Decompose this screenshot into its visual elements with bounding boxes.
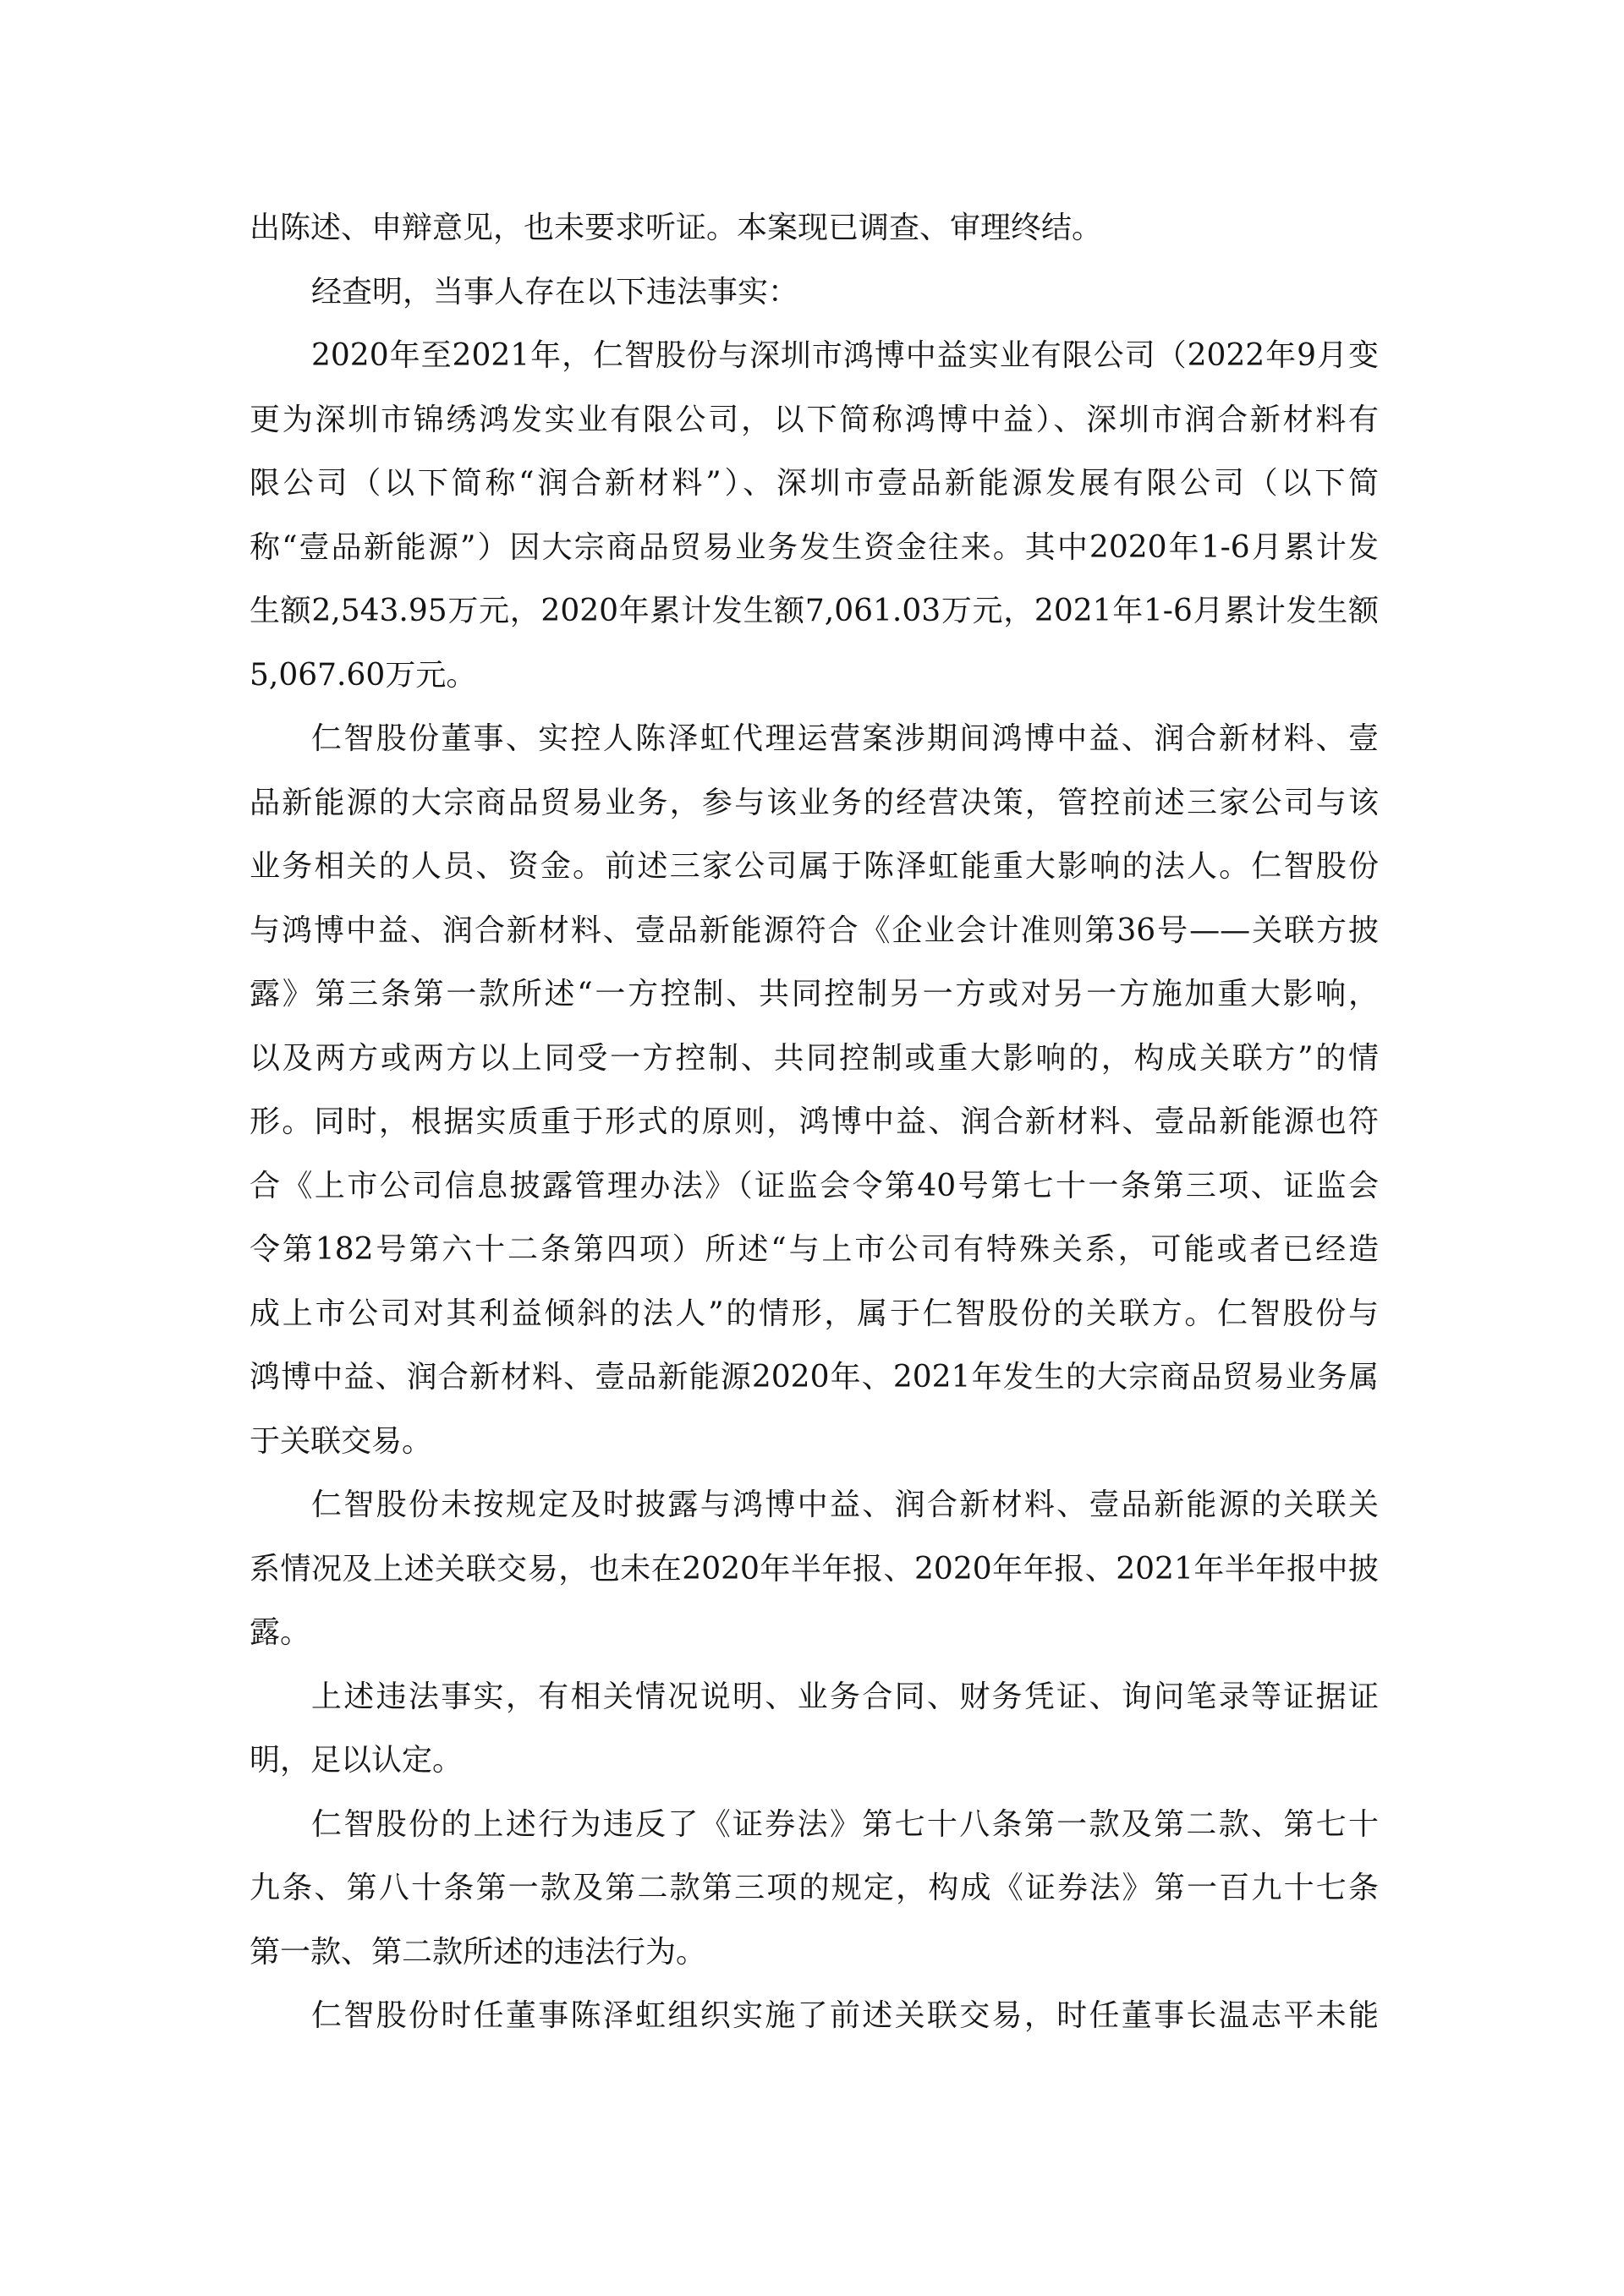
text-line: 九条、第八十条第一款及第二款第三项的规定，构成《证券法》第一百九十七条 [250, 1871, 1379, 1905]
text-line: 业务相关的人员、资金。前述三家公司属于陈泽虹能重大影响的法人。仁智股份 [250, 849, 1379, 884]
text-line: 明，足以认定。 [250, 1743, 464, 1778]
paragraph-nondisclosure [250, 1473, 1379, 1665]
text-line: 5,067.60万元。 [250, 657, 477, 693]
text-line: 限公司（以下简称“润合新材料”）、深圳市壹品新能源发展有限公司（以下简 [250, 466, 1379, 501]
text-line: 成上市公司对其利益倾斜的法人”的情形，属于仁智股份的关联方。仁智股份与 [250, 1296, 1379, 1331]
text-line: 称“壹品新能源”）因大宗商品贸易业务发生资金往来。其中2020年1-6月累计发 [250, 529, 1379, 565]
text-line: 更为深圳市锦绣鸿发实业有限公司，以下简称鸿博中益）、深圳市润合新材料有 [250, 402, 1379, 437]
text-line: 系情况及上述关联交易，也未在2020年半年报、2020年年报、2021年半年报中披 [250, 1551, 1379, 1586]
text-line: 鸿博中益、润合新材料、壹品新能源2020年、2021年发生的大宗商品贸易业务属 [250, 1360, 1379, 1395]
text-line: 品新能源的大宗商品贸易业务，参与该业务的经营决策，管控前述三家公司与该 [250, 785, 1379, 820]
text-line: 露。 [250, 1615, 311, 1650]
text-line: 以及两方或两方以上同受一方控制、共同控制或重大影响的，构成关联方”的情 [250, 1040, 1379, 1076]
paragraph-continuation [250, 196, 1379, 260]
text-line: 与鸿博中益、润合新材料、壹品新能源符合《企业会计准则第36号——关联方披 [250, 912, 1379, 948]
paragraph-evidence [250, 1665, 1379, 1793]
text-line: 出陈述、申辩意见，也未要求听证。本案现已调查、审理终结。 [250, 211, 1103, 245]
text-line: 于关联交易。 [250, 1423, 433, 1459]
paragraph-related-party-analysis [250, 707, 1379, 1473]
text-line: 仁智股份的上述行为违反了《证券法》第七十八条第一款及第二款、第七十 [311, 1806, 1379, 1842]
text-line: 2020年至2021年，仁智股份与深圳市鸿博中益实业有限公司（2022年9月变 [311, 338, 1379, 373]
paragraph-fund-transactions [250, 324, 1379, 707]
text-line: 第一款、第二款所述的违法行为。 [250, 1934, 707, 1970]
text-line: 上述违法事实，有相关情况说明、业务合同、财务凭证、询问笔录等证据证 [311, 1679, 1379, 1714]
text-line: 形。同时，根据实质重于形式的原则，鸿博中益、润合新材料、壹品新能源也符 [250, 1104, 1379, 1139]
paragraph-findings-intro [250, 260, 1379, 325]
document-body [250, 196, 1379, 2048]
text-line: 经查明，当事人存在以下违法事实： [311, 274, 799, 310]
text-line: 仁智股份时任董事陈泽虹组织实施了前述关联交易，时任董事长温志平未能 [311, 1998, 1379, 2033]
text-line: 仁智股份未按规定及时披露与鸿博中益、润合新材料、壹品新能源的关联关 [311, 1488, 1379, 1522]
text-line: 令第182号第六十二条第四项）所述“与上市公司有特殊关系，可能或者已经造 [250, 1232, 1379, 1267]
paragraph-responsible-persons [250, 1984, 1379, 2048]
text-line: 生额2,543.95万元，2020年累计发生额7,061.03万元，2021年1-6月累计发生额 [250, 594, 1379, 628]
text-line: 仁智股份董事、实控人陈泽虹代理运营案涉期间鸿博中益、润合新材料、壹 [311, 721, 1379, 756]
text-line: 露》第三条第一款所述“一方控制、共同控制另一方或对另一方施加重大影响， [250, 977, 1379, 1011]
paragraph-violation [250, 1793, 1379, 1985]
text-line: 合《上市公司信息披露管理办法》（证监会令第40号第七十一条第三项、证监会 [250, 1168, 1379, 1203]
